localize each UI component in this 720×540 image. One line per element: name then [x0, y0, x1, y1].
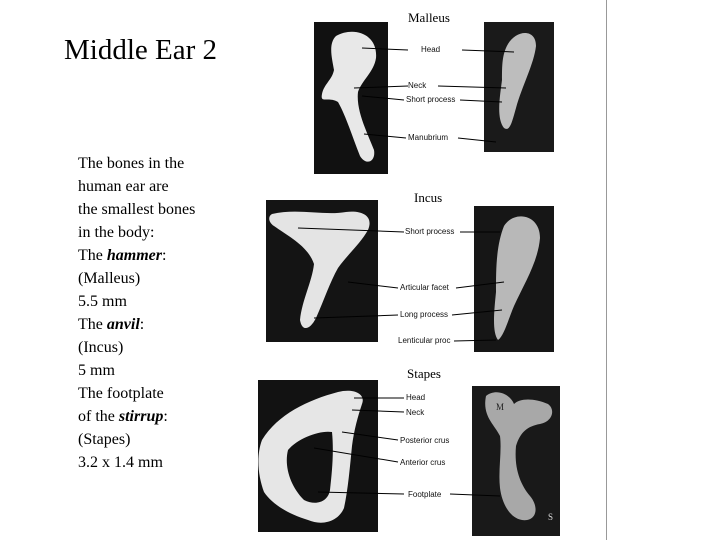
stirrup-suffix: :: [163, 408, 168, 425]
stapes-label-head: Head: [406, 393, 426, 402]
body-line: The bones in the: [78, 155, 185, 172]
anvil-word: anvil: [106, 316, 140, 333]
anvil-prefix: The: [78, 316, 107, 333]
stirrup-word: stirrup: [118, 408, 164, 425]
slide-body: [78, 152, 248, 474]
ossicles-figure: [258, 0, 610, 540]
stapes-size: 3.2 x 1.4 mm: [78, 454, 163, 471]
malleus-size: 5.5 mm: [78, 293, 127, 310]
anvil-line: [78, 313, 248, 336]
stapes-label-neck: Neck: [406, 408, 425, 417]
slide-title: Middle Ear 2: [64, 34, 218, 66]
incus-label-articular-facet: Articular facet: [400, 283, 449, 292]
malleus-caption: Malleus: [408, 10, 450, 25]
footplate-line: The footplate: [78, 385, 164, 402]
page-edge-line: [606, 0, 607, 540]
stapes-name: (Stapes): [78, 431, 131, 448]
stapes-label-posterior-crus: Posterior crus: [400, 436, 450, 445]
incus-label-long-process: Long process: [400, 310, 449, 319]
hammer-word: hammer: [106, 247, 162, 264]
stirrup-prefix: of the: [78, 408, 119, 425]
incus-caption: Incus: [414, 190, 443, 205]
stapes-label-anterior-crus: Anterior crus: [400, 458, 446, 467]
stapes-mark-s: S: [548, 512, 554, 522]
malleus-name: (Malleus): [78, 270, 141, 287]
stapes-caption: Stapes: [407, 366, 441, 381]
hammer-line: [78, 244, 248, 267]
incus-name: (Incus): [78, 339, 124, 356]
stapes-mark-m: M: [496, 402, 505, 412]
body-line: in the body:: [78, 224, 155, 241]
malleus-label-neck: Neck: [408, 81, 427, 90]
incus-size: 5 mm: [78, 362, 115, 379]
body-line: human ear are: [78, 178, 169, 195]
hammer-suffix: :: [162, 247, 167, 264]
incus-label-lenticular-process: Lenticular proc: [398, 336, 451, 345]
hammer-prefix: The: [78, 247, 107, 264]
incus-label-short-process: Short process: [405, 227, 455, 236]
anvil-suffix: :: [139, 316, 145, 333]
body-line: the smallest bones: [78, 201, 196, 218]
malleus-label-short-process: Short process: [406, 95, 456, 104]
malleus-label-manubrium: Manubrium: [408, 133, 449, 142]
malleus-label-head: Head: [421, 45, 441, 54]
stirrup-line: [78, 405, 248, 428]
stapes-label-footplate: Footplate: [408, 490, 442, 499]
